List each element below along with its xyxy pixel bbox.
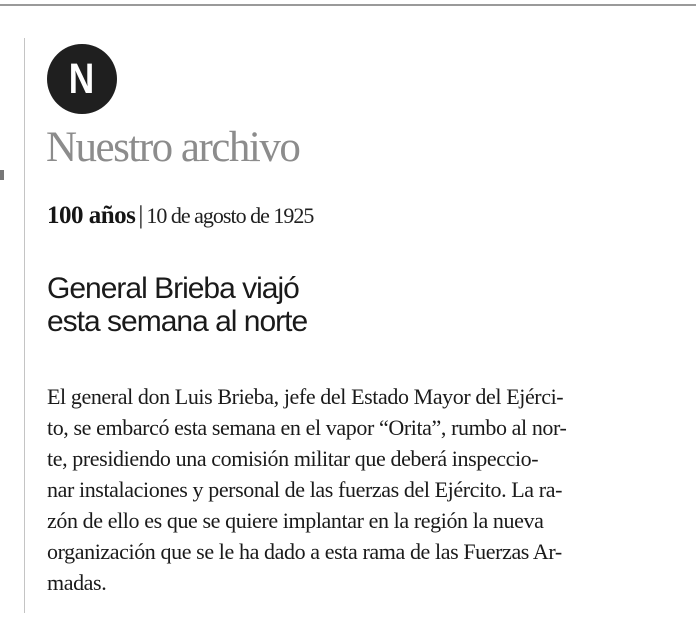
dateline-date: 10 de agosto de 1925 — [146, 203, 314, 228]
body-line: to, se embarcó esta semana en el vapor “Orita”, rumbo al nor- — [47, 415, 567, 440]
years-label: 100 años — [47, 202, 136, 229]
body-line: madas. — [47, 570, 107, 595]
body-line: zón de ello es que se quiere implantar en la región la nueva — [47, 508, 544, 533]
body-line: te, presidiendo una comisión militar que deberá inspecciо- — [47, 446, 539, 471]
dateline-separator: | — [138, 202, 144, 229]
body-line: nar instalaciones y personal de las fuerzas del Ejército. La ra- — [47, 477, 562, 502]
body-line: El general don Luis Brieba, jefe del Estado Mayor del Ejérci- — [47, 384, 564, 409]
article-headline — [47, 272, 607, 338]
body-line: organización que se le ha dado a esta rama de las Fuerzas Ar- — [47, 539, 562, 564]
adjacent-column-edge — [0, 170, 4, 180]
headline-line: esta semana al norte — [47, 305, 308, 338]
newspaper-logo — [47, 44, 117, 114]
dateline — [47, 201, 313, 233]
logo-letter: N — [69, 54, 95, 103]
top-divider — [0, 4, 696, 6]
section-title: Nuestro archivo — [46, 124, 300, 171]
headline-line: General Brieba viajó — [47, 272, 299, 305]
article-body — [47, 381, 687, 598]
column-divider — [24, 38, 25, 613]
